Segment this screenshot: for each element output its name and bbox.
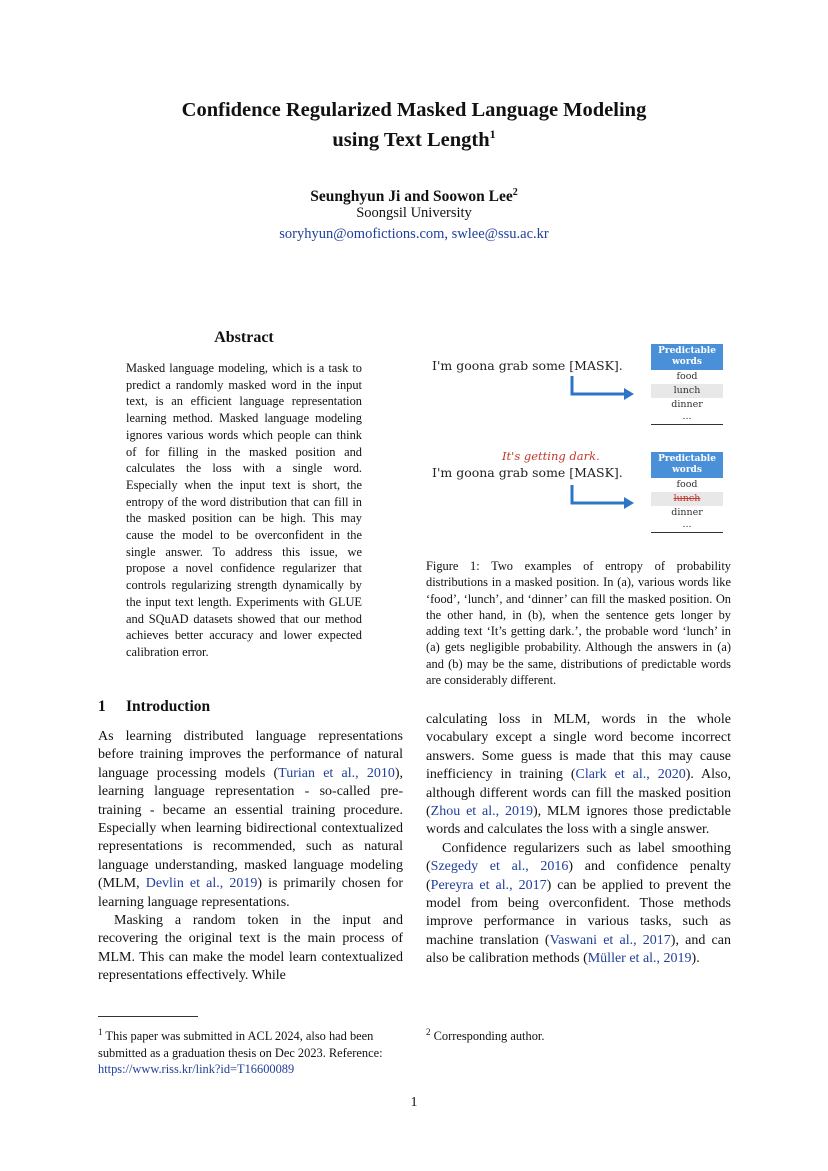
footnote-rule — [98, 1016, 198, 1017]
citation-link[interactable]: Clark et al., 2020 — [575, 767, 686, 783]
word-lunch: lunch — [651, 384, 723, 398]
citation-link[interactable]: Vaswani et al., 2017 — [549, 932, 671, 948]
citation-link[interactable]: Zhou et al., 2019 — [430, 804, 534, 820]
footnote-mark: 2 — [426, 1027, 431, 1037]
predictable-words-header: Predictable words — [651, 344, 723, 370]
section-heading-introduction — [98, 698, 210, 716]
predictable-words-box-b — [651, 452, 723, 533]
intro-paragraph-3 — [426, 711, 731, 840]
title-line-2: using Text Length — [332, 128, 490, 151]
footnote-text: This paper was submitted in ACL 2024, also had been submitted as a graduation thesis on Dec 2023. Reference: — [98, 1029, 383, 1060]
citation-link[interactable]: Szegedy et al., 2016 — [430, 859, 569, 875]
abstract-heading: Abstract — [214, 329, 274, 346]
text-run: ), MLM ignores those predictable words and calculates the loss with a single answer. — [426, 804, 732, 838]
title-footnote-mark: 1 — [489, 127, 496, 141]
text-run: ) is primarily chosen for learning language representations. — [98, 876, 404, 910]
author-names: Seunghyun Ji and Soowon Lee — [310, 188, 513, 206]
text-run: As learning distributed language representations before training improves the performance of natural language processing models ( — [98, 729, 403, 781]
word-dinner: dinner — [671, 399, 703, 410]
affiliation: Soongsil University — [356, 205, 472, 221]
authors — [0, 187, 828, 206]
predictable-words-box-a — [651, 344, 723, 425]
word-dinner: dinner — [671, 507, 703, 518]
text-run: ) can be applied to prevent the model from being overconfident. Those methods improve performance in various tasks, such as machine translation ( — [426, 877, 731, 948]
figure-sentence-b: I'm goona grab some [MASK]. — [432, 465, 623, 480]
word-food: food — [676, 371, 698, 382]
section-number: 1 — [98, 698, 106, 715]
footnote-2 — [426, 1024, 731, 1045]
intro-paragraph-2: Masking a random token in the input and recovering the original text is the main process of MLM. This can make the model learn contextualized representations effectively. While — [98, 913, 403, 984]
word-food: food — [676, 479, 698, 490]
citation-link[interactable]: Devlin et al., 2019 — [145, 876, 258, 892]
author-footnote-mark: 2 — [512, 187, 518, 198]
section-title: Introduction — [126, 698, 211, 715]
word-ellipsis: ... — [651, 412, 723, 425]
author-emails[interactable]: soryhyun@omofictions.com, swlee@ssu.ac.kr — [279, 226, 549, 242]
footnote-text: Corresponding author. — [433, 1029, 545, 1044]
word-lunch-negligible: lunch — [651, 492, 723, 506]
figure-sentence-a: I'm goona grab some [MASK]. — [432, 358, 623, 373]
arrow-icon — [566, 374, 638, 404]
word-ellipsis: ... — [651, 520, 723, 533]
footnote-mark: 1 — [98, 1027, 103, 1037]
page-number: 1 — [410, 1095, 418, 1110]
title-line-1: Confidence Regularized Masked Language Modeling — [181, 99, 647, 121]
intro-right-column — [426, 711, 731, 969]
figure-1 — [426, 340, 731, 550]
citation-link[interactable]: Müller et al., 2019 — [587, 951, 692, 967]
figure-caption: Figure 1: Two examples of entropy of probability distributions in a masked position. In (a), various words like ‘food’, ‘lunch’, and ‘dinner’ can fill the masked position. On the other hand, in (b), when the sentence gets longer by adding text ‘It’s getting dark.’, the probable word ‘lunch’ in (a) gets negligible probability. Although the answers in (a) and (b) may be the same, distributions of predictable words are considerably different. — [426, 559, 731, 688]
arrow-icon — [566, 483, 638, 513]
intro-paragraph-4 — [426, 840, 731, 969]
abstract-text: Masked language modeling, which is a task to predict a randomly masked word in the input text, is an efficient language representation learning method. Masked language modeling ignores various words which people can think of for filling in the masked position and calculates the loss with a single word. Especially when the input text is short, the entropy of the word distribution that can fill in the masked position can be high. This may cause the model to be overconfident in the single answer. To address this issue, we propose a novel confidence regularizer that controls regularizing strength dynamically by the input text length. Experiments with GLUE and SQuAD datasets showed that our method achieves better accuracy and lower expected calibration error. — [126, 361, 362, 659]
text-run: ). Also, although different words can fill the masked position ( — [426, 767, 732, 820]
citation-link[interactable]: Turian et al., 2010 — [278, 765, 395, 781]
reference-link[interactable]: https://www.riss.kr/link?id=T16600089 — [98, 1062, 295, 1077]
text-run: ), learning language representation - so-called pre-training - became an essential training procedure. Especially when learning bidirectional contextualized representations is recommended, such as natural language understanding, masked language modeling (MLM, — [98, 765, 403, 892]
text-run: ), and can also be calibration methods ( — [426, 932, 731, 967]
citation-link[interactable]: Pereyra et al., 2017 — [430, 877, 547, 893]
text-run: ). — [691, 951, 700, 967]
intro-paragraph-1 — [98, 728, 403, 912]
predictable-words-header: Predictable words — [651, 452, 723, 478]
text-run: ) and confidence penalty ( — [426, 859, 731, 893]
intro-left-column — [98, 728, 403, 986]
text-run: Confidence regularizers such as label smoothing ( — [426, 840, 731, 875]
footnote-1 — [98, 1024, 403, 1078]
figure-extra-text: It's getting dark. — [502, 449, 600, 463]
text-run: calculating loss in MLM, words in the whole vocabulary except a single word become incorrect answers. Some guess is made that this may cause inefficiency in training ( — [426, 712, 731, 783]
paper-title — [0, 98, 828, 152]
